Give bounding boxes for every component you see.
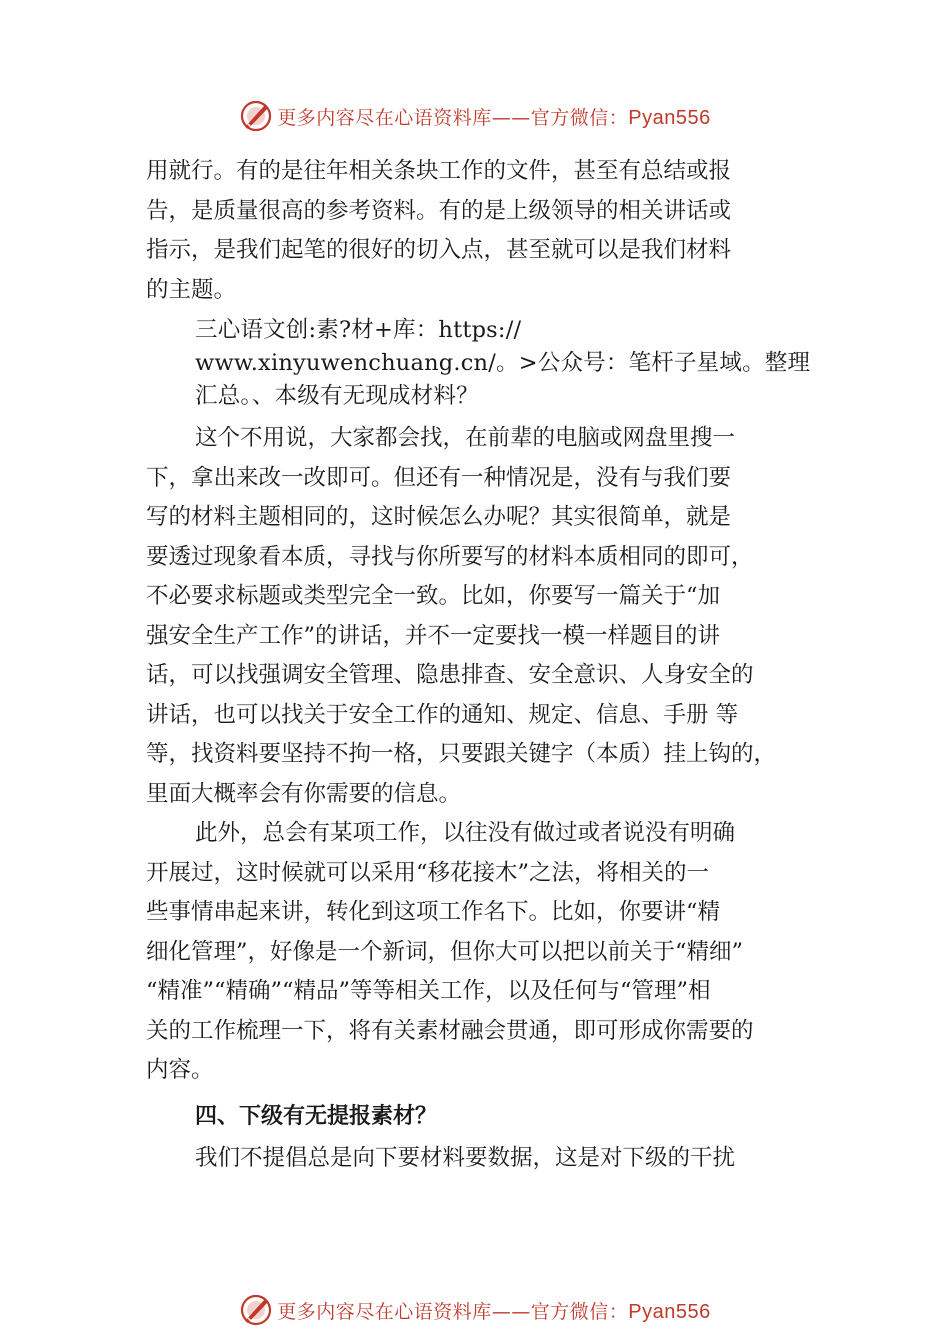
text-line: 关的工作梳理一下，将有关素材融会贯通，即可形成你需要的: [146, 1017, 754, 1044]
source-note-line: 汇总。、本级有无现成材料？: [195, 383, 479, 409]
pen-logo-icon: [239, 1293, 273, 1327]
text-line: 写的材料主题相同的，这时候怎么办呢？其实很简单，就是: [146, 504, 732, 530]
wechat-id: Pyan556: [628, 106, 711, 129]
watermark-text: [277, 103, 710, 130]
text-line: 讲话，也可以找关于安全工作的通知、规定、信息、手册 等: [146, 701, 739, 728]
wechat-id: Pyan556: [628, 1300, 711, 1323]
section-heading: 四、下级有无提报素材？: [195, 1103, 438, 1129]
text-line: 强安全生产工作”的讲话，并不一定要找一模一样题目的讲: [146, 622, 721, 649]
watermark-label: 更多内容尽在心语资料库——官方微信：: [277, 106, 629, 129]
text-line: 些事情串起来讲，转化到这项工作名下。比如，你要讲“精: [146, 899, 721, 925]
text-line: 内容。: [146, 1057, 214, 1083]
text-line: 里面大概率会有你需要的信息。: [146, 780, 462, 807]
watermark-text: [277, 1297, 710, 1324]
text-line: 要透过现象看本质，寻找与你所要写的材料本质相同的即可，: [146, 543, 754, 570]
text-line: 告，是质量很高的参考资料。有的是上级领导的相关讲话或: [146, 197, 732, 224]
paragraph: [146, 1139, 846, 1179]
text-line: 细化管理”，好像是一个新词，但你大可以把以前关于“精细”: [146, 938, 744, 965]
text-line: 话，可以找强调安全管理、隐患排查、安全意识、人身安全的: [146, 662, 754, 688]
source-note-line: 三心语文创:素?材+库：https://: [195, 317, 522, 343]
document-body: [146, 152, 846, 1178]
paragraph: [146, 419, 846, 814]
paragraph-continuation: [146, 152, 846, 310]
watermark-label: 更多内容尽在心语资料库——官方微信：: [277, 1300, 629, 1323]
text-line: 的主题。: [146, 276, 237, 303]
text-line: 此外，总会有某项工作，以往没有做过或者说没有明确: [195, 820, 736, 846]
source-note-line: www.xinyuwenchuang.cn/。>公众号：笔杆子星域。整理: [195, 350, 811, 376]
paragraph: [146, 814, 846, 1091]
source-note: [146, 314, 846, 413]
text-line: “精准”“精确”“精品”等等相关工作，以及任何与“管理”相: [146, 978, 711, 1004]
text-line: 指示，是我们起笔的很好的切入点，甚至就可以是我们材料: [146, 237, 732, 263]
text-line: 等，找资料要坚持不拘一格，只要跟关键字（本质）挂上钩的，: [146, 741, 777, 767]
text-line: 下，拿出来改一改即可。但还有一种情况是，没有与我们要: [146, 464, 732, 491]
pen-logo-icon: [239, 99, 273, 133]
text-line: 用就行。有的是往年相关条块工作的文件，甚至有总结或报: [146, 158, 732, 184]
text-line: 我们不提倡总是向下要材料要数据，这是对下级的干扰: [195, 1144, 736, 1171]
watermark-banner-top: [0, 96, 950, 136]
text-line: 开展过，这时候就可以采用“移花接木”之法，将相关的一: [146, 859, 710, 886]
text-line: 不必要求标题或类型完全一致。比如，你要写一篇关于“加: [146, 583, 721, 609]
watermark-banner-bottom: [0, 1290, 950, 1330]
text-line: 这个不用说，大家都会找，在前辈的电脑或网盘里搜一: [195, 425, 736, 451]
